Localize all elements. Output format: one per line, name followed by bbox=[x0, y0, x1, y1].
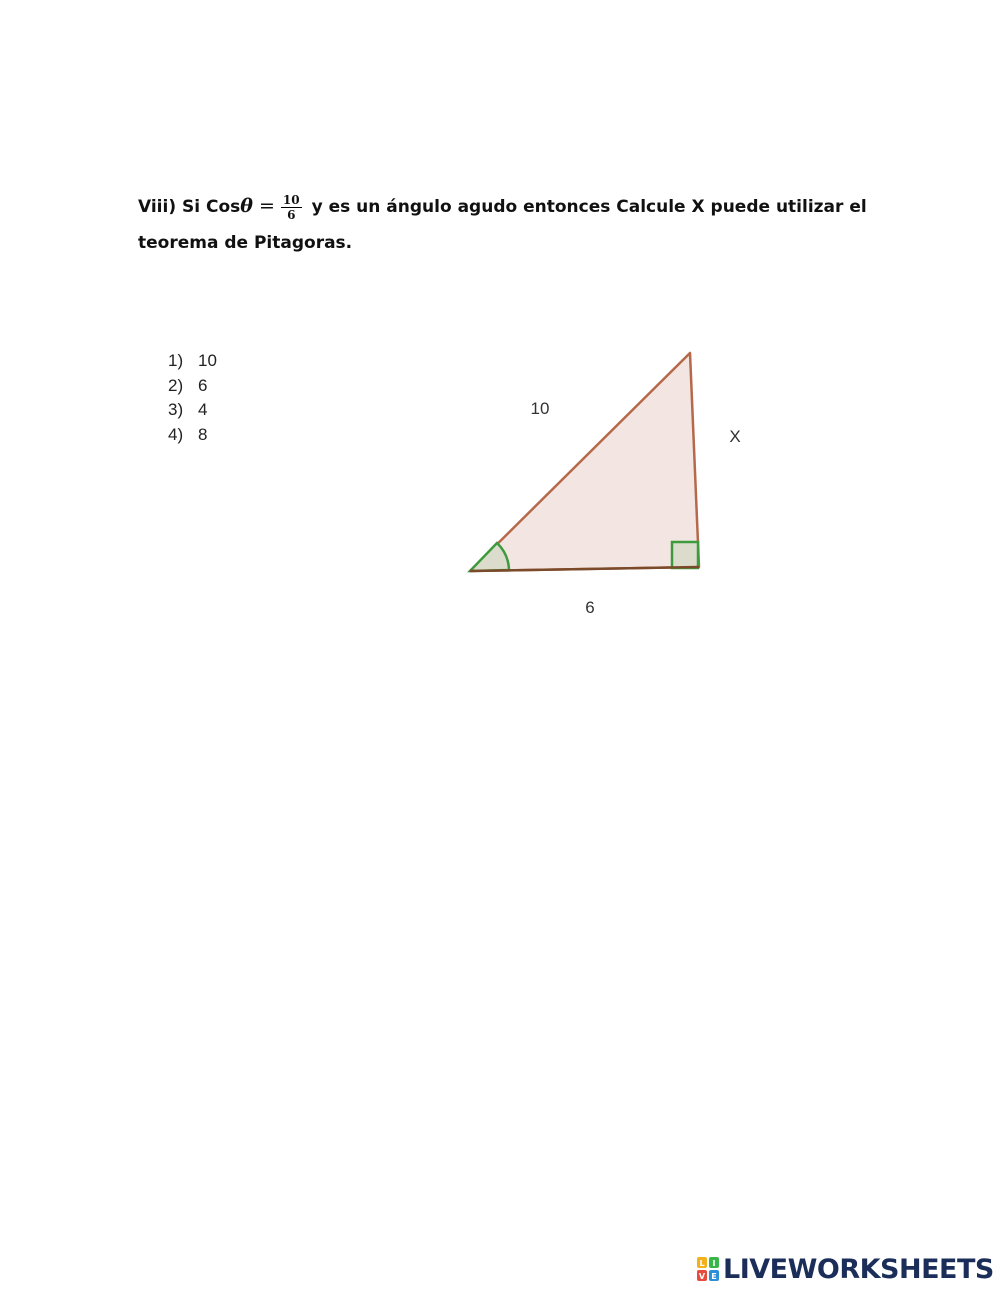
hypotenuse-label: 10 bbox=[530, 399, 550, 418]
equals-sign: = bbox=[258, 195, 275, 217]
option-value: 8 bbox=[198, 424, 208, 444]
liveworksheets-logo[interactable] bbox=[697, 1254, 994, 1284]
logo-letter-e: E bbox=[711, 1272, 717, 1281]
logo-letter-v: V bbox=[698, 1272, 706, 1281]
right-angle-marker bbox=[672, 542, 698, 568]
opposite-side-label: X bbox=[729, 427, 741, 446]
fraction-numerator: 10 bbox=[282, 192, 300, 207]
option-value: 10 bbox=[198, 351, 217, 370]
logo-letter-i: I bbox=[712, 1259, 716, 1268]
theta-symbol: θ bbox=[240, 195, 253, 217]
option-value: 6 bbox=[198, 375, 208, 395]
liveworksheets-logo-icon bbox=[697, 1257, 719, 1281]
liveworksheets-brand-text: LIVEWORKSHEETS bbox=[723, 1253, 994, 1285]
option-index: 4) bbox=[168, 424, 184, 444]
question-suffix: y es un ángulo agudo entonces Calcule X puede utilizar el teorema de Pitagoras. bbox=[138, 197, 867, 253]
logo-letter-l: L bbox=[699, 1259, 705, 1268]
question-prefix: Viii) Si Cos bbox=[138, 197, 241, 217]
triangle-body bbox=[470, 353, 699, 571]
option-value: 4 bbox=[198, 400, 208, 419]
option-index: 2) bbox=[168, 375, 184, 395]
option-index: 1) bbox=[168, 351, 184, 370]
fraction-denominator: 6 bbox=[287, 207, 296, 222]
adjacent-side-label: 6 bbox=[585, 598, 595, 617]
option-index: 3) bbox=[168, 400, 184, 419]
